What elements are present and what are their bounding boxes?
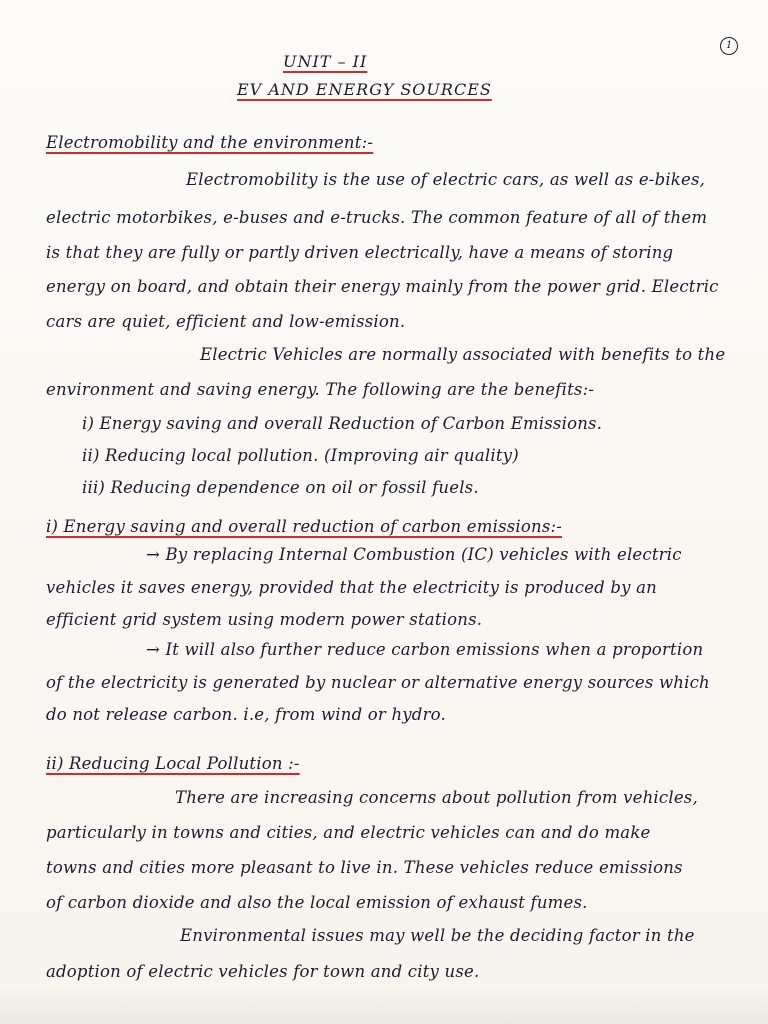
body-line: Electromobility is the use of electric cars, as well as e-bikes, — [186, 170, 706, 189]
page-bottom-shadow — [0, 985, 768, 1024]
body-line: energy on board, and obtain their energy mainly from the power grid. Electric — [46, 277, 719, 296]
page-number: 1 — [720, 37, 738, 55]
body-line: environment and saving energy. The following are the benefits:- — [46, 380, 595, 399]
heading-local-pollution: ii) Reducing Local Pollution :- — [46, 754, 300, 773]
body-line: → By replacing Internal Combustion (IC) vehicles with electric — [146, 545, 682, 564]
body-line: is that they are fully or partly driven electrically, have a means of storing — [46, 243, 674, 262]
body-line: adoption of electric vehicles for town and city use. — [46, 962, 480, 981]
body-line: efficient grid system using modern power stations. — [46, 610, 483, 629]
list-item: ii) Reducing local pollution. (Improving air quality) — [82, 446, 519, 465]
body-line: → It will also further reduce carbon emissions when a proportion — [146, 640, 704, 659]
body-line: particularly in towns and cities, and electric vehicles can and do make — [46, 823, 651, 842]
page-title: EV AND ENERGY SOURCES — [237, 80, 492, 99]
list-item: i) Energy saving and overall Reduction of Carbon Emissions. — [82, 414, 603, 433]
body-line: do not release carbon. i.e, from wind or hydro. — [46, 705, 446, 724]
body-line: of the electricity is generated by nuclear or alternative energy sources which — [46, 673, 710, 692]
list-item: iii) Reducing dependence on oil or fossil fuels. — [82, 478, 479, 497]
body-line: towns and cities more pleasant to live in. These vehicles reduce emissions — [46, 858, 683, 877]
body-line: Environmental issues may well be the deciding factor in the — [180, 926, 695, 945]
body-line: electric motorbikes, e-buses and e-trucks. The common feature of all of them — [46, 208, 708, 227]
unit-label: UNIT – II — [283, 52, 368, 71]
body-line: vehicles it saves energy, provided that the electricity is produced by an — [46, 578, 657, 597]
heading-electromobility: Electromobility and the environment:- — [46, 133, 374, 152]
body-line: There are increasing concerns about pollution from vehicles, — [175, 788, 698, 807]
body-line: cars are quiet, efficient and low-emission. — [46, 312, 406, 331]
body-line: of carbon dioxide and also the local emission of exhaust fumes. — [46, 893, 588, 912]
heading-energy-saving: i) Energy saving and overall reduction of carbon emissions:- — [46, 517, 563, 536]
body-line: Electric Vehicles are normally associated with benefits to the — [200, 345, 726, 364]
